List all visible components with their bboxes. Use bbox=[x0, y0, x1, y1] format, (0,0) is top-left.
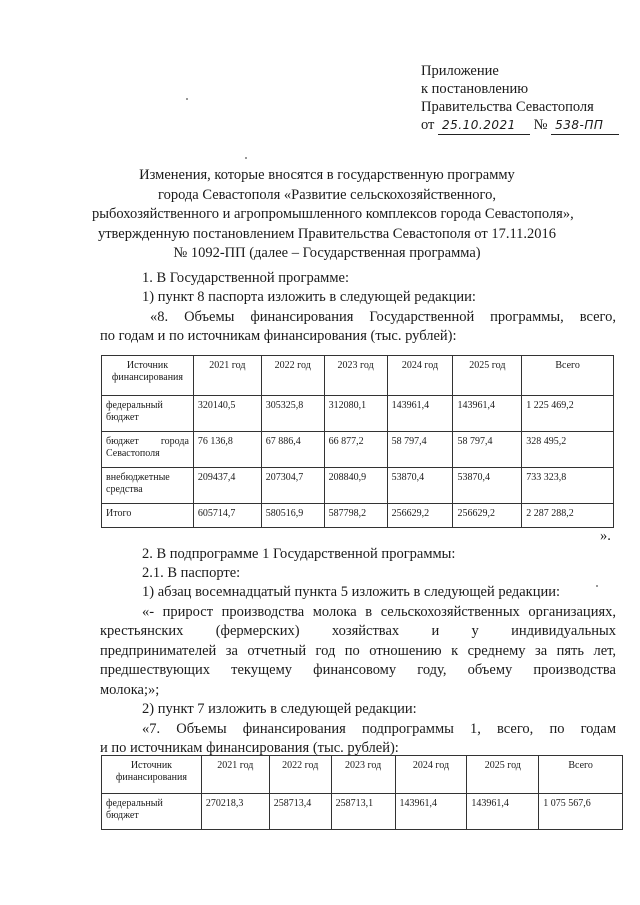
section2-p6a: «7. Объемы финансирования подпрограммы 1, всего, по годам bbox=[142, 721, 616, 737]
section2-p4c: предпринимателей за отчетный год по отношению к среднему за пять лет, bbox=[100, 643, 616, 659]
cell-total: 2 287 288,2 bbox=[522, 504, 614, 528]
row-source-line bbox=[106, 436, 189, 448]
row-source-word: Севастополя bbox=[106, 448, 160, 459]
cell-value: 58 797,4 bbox=[387, 432, 453, 468]
section2-p2: 2.1. В паспорте: bbox=[142, 565, 241, 581]
row-source-word: бюджет bbox=[106, 436, 139, 447]
section2-p5: 2) пункт 7 изложить в следующей редакции: bbox=[142, 701, 417, 717]
row-source: федеральный бюджет bbox=[102, 396, 194, 432]
section2-p4d: предшествующих текущему финансовому году, объему производства bbox=[100, 662, 616, 678]
financing-table-1 bbox=[101, 355, 614, 528]
scan-speck bbox=[596, 585, 598, 587]
date-prefix: от bbox=[421, 117, 435, 133]
cell-total: 1 225 469,2 bbox=[522, 396, 614, 432]
cell-value: 580516,9 bbox=[261, 504, 324, 528]
header-total: Всего bbox=[539, 756, 623, 794]
cell-value: 258713,4 bbox=[269, 794, 331, 830]
cell-value: 53870,4 bbox=[453, 468, 522, 504]
header-2022: 2022 год bbox=[261, 356, 324, 396]
handwritten-number: 538-ПП bbox=[551, 116, 619, 135]
section1-p2: 1) пункт 8 паспорта изложить в следующей редакции: bbox=[142, 289, 476, 305]
cell-value: 320140,5 bbox=[193, 396, 261, 432]
cell-value: 256629,2 bbox=[453, 504, 522, 528]
header-2023: 2023 год bbox=[324, 356, 387, 396]
row-source: внебюджетные средства bbox=[102, 468, 194, 504]
row-source bbox=[102, 432, 194, 468]
header-2024: 2024 год bbox=[395, 756, 467, 794]
cell-value: 256629,2 bbox=[387, 504, 453, 528]
handwritten-date: 25.10.2021 bbox=[438, 116, 530, 135]
cell-value: 58 797,4 bbox=[453, 432, 522, 468]
title-line-1: Изменения, которые вносятся в государственную программу bbox=[139, 167, 515, 183]
cell-value: 143961,4 bbox=[453, 396, 522, 432]
table-header-row bbox=[102, 756, 623, 794]
scan-speck bbox=[245, 157, 247, 159]
cell-value: 143961,4 bbox=[467, 794, 539, 830]
section2-p4b: крестьянских (фермерских) хозяйствах и у индивидуальных bbox=[100, 623, 616, 639]
header-2021: 2021 год bbox=[201, 756, 269, 794]
title-line-5: № 1092-ПП (далее – Государственная программа) bbox=[173, 245, 481, 262]
cell-value: 143961,4 bbox=[395, 794, 467, 830]
section2-p3: 1) абзац восемнадцатый пункта 5 изложить в следующей редакции: bbox=[142, 584, 561, 600]
section2-p1: 2. В подпрограмме 1 Государственной программы: bbox=[142, 546, 456, 562]
title-line-4: утвержденную постановлением Правительства Севастополя от 17.11.2016 bbox=[97, 225, 557, 242]
row-source-word: города bbox=[160, 436, 189, 447]
header-source: Источник финансирования bbox=[102, 356, 194, 396]
scan-speck bbox=[186, 98, 188, 100]
cell-value: 587798,2 bbox=[324, 504, 387, 528]
cell-value: 66 877,2 bbox=[324, 432, 387, 468]
header-2021: 2021 год bbox=[193, 356, 261, 396]
table-row bbox=[102, 432, 614, 468]
row-source: Итого bbox=[102, 504, 194, 528]
cell-value: 312080,1 bbox=[324, 396, 387, 432]
cell-value: 305325,8 bbox=[261, 396, 324, 432]
title-line-2: города Севастополя «Развитие сельскохозяйственного, bbox=[158, 186, 496, 203]
cell-value: 76 136,8 bbox=[193, 432, 261, 468]
table-header-row bbox=[102, 356, 614, 396]
header-total: Всего bbox=[522, 356, 614, 396]
row-source: федеральный бюджет bbox=[102, 794, 202, 830]
header-2025: 2025 год bbox=[467, 756, 539, 794]
cell-value: 53870,4 bbox=[387, 468, 453, 504]
cell-total: 733 323,8 bbox=[522, 468, 614, 504]
appendix-line-2: к постановлению bbox=[421, 81, 529, 97]
cell-value: 270218,3 bbox=[201, 794, 269, 830]
section1-p3b: по годам и по источникам финансирования (тыс. рублей): bbox=[100, 328, 457, 344]
cell-value: 207304,7 bbox=[261, 468, 324, 504]
header-source: Источник финансирования bbox=[102, 756, 202, 794]
header-2024: 2024 год bbox=[387, 356, 453, 396]
table1-closing-quote: ». bbox=[600, 528, 611, 544]
cell-value: 143961,4 bbox=[387, 396, 453, 432]
appendix-line-1: Приложение bbox=[421, 63, 499, 79]
cell-total: 328 495,2 bbox=[522, 432, 614, 468]
document-title bbox=[92, 166, 574, 264]
cell-value: 209437,4 bbox=[193, 468, 261, 504]
table-total-row bbox=[102, 504, 614, 528]
section1-p3a: «8. Объемы финансирования Государственной программы, всего, bbox=[150, 309, 616, 325]
cell-value: 258713,1 bbox=[331, 794, 395, 830]
cell-value: 67 886,4 bbox=[261, 432, 324, 468]
header-2022: 2022 год bbox=[269, 756, 331, 794]
cell-value: 605714,7 bbox=[193, 504, 261, 528]
title-line-3: рыбохозяйственного и агропромышленного комплексов города Севастополя», bbox=[92, 206, 574, 223]
header-2025: 2025 год bbox=[453, 356, 522, 396]
header-2023: 2023 год bbox=[331, 756, 395, 794]
appendix-header bbox=[421, 62, 619, 135]
cell-total: 1 075 567,6 bbox=[539, 794, 623, 830]
financing-table-2 bbox=[101, 755, 623, 830]
appendix-line-3: Правительства Севастополя bbox=[421, 99, 594, 115]
appendix-date-line bbox=[421, 116, 619, 135]
section2-p4a: «- прирост производства молока в сельскохозяйственных организациях, bbox=[142, 604, 616, 620]
section2-p4e: молока;»; bbox=[100, 682, 160, 698]
cell-value: 208840,9 bbox=[324, 468, 387, 504]
table-row bbox=[102, 396, 614, 432]
section1-p1: 1. В Государственной программе: bbox=[142, 270, 349, 286]
section2-p6b: и по источникам финансирования (тыс. рублей): bbox=[100, 740, 399, 756]
table-row bbox=[102, 468, 614, 504]
number-prefix: № bbox=[533, 117, 548, 133]
table-row bbox=[102, 794, 623, 830]
